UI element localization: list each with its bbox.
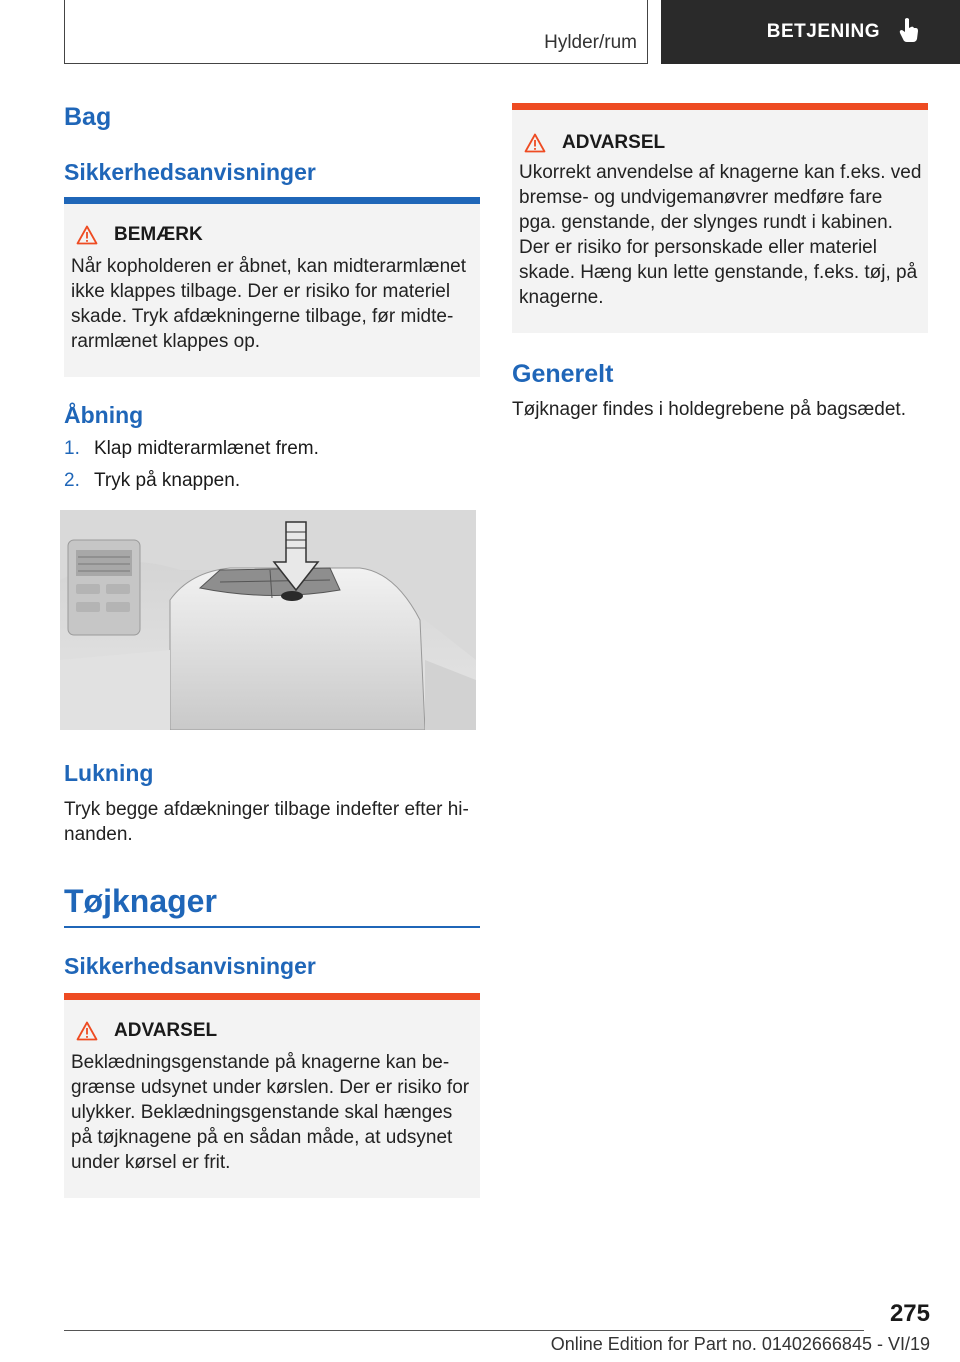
hand-pointer-icon	[898, 17, 920, 48]
chapter-tab	[661, 0, 960, 64]
note-title: BEMÆRK	[114, 224, 203, 245]
header-frame	[64, 0, 648, 64]
note-line: ikke klappes tilbage. Der er risiko for materiel	[71, 281, 451, 302]
warning-title-row	[76, 1020, 480, 1042]
step-text: Klap midterarmlænet frem.	[94, 438, 319, 459]
note-title-row	[76, 224, 480, 246]
warning-triangle-icon	[76, 1021, 98, 1041]
warning-text	[71, 1050, 480, 1175]
warning-triangle-icon	[524, 133, 546, 153]
hooks-heading: Tøjknager	[64, 883, 217, 919]
step-number: 2.	[64, 470, 80, 491]
edition-text: Online Edition for Part no. 01402666845 - VI/19	[550, 1334, 930, 1354]
note-text	[71, 254, 480, 354]
note-line: skade. Tryk afdækningerne tilbage, før midte-	[71, 306, 454, 327]
warning-triangle-icon	[76, 225, 98, 245]
warning-line: knagerne.	[519, 287, 604, 308]
warning-bar	[64, 993, 480, 1000]
warning-bar	[512, 103, 928, 110]
step-item	[64, 470, 480, 502]
warning-line: ulykker. Beklædningsgenstande skal hænges	[71, 1102, 453, 1123]
warning-line: grænse udsynet under kørslen. Der er risiko for	[71, 1077, 470, 1098]
safety-heading-1: Sikkerhedsanvisninger	[64, 159, 316, 185]
safety-heading-2: Sikkerhedsanvisninger	[64, 953, 316, 979]
note-box	[64, 197, 480, 377]
footer-rule	[64, 1330, 864, 1331]
closing-text	[64, 797, 484, 847]
warning-line: Ukorrekt anvendelse af knagerne kan f.eks. ved	[519, 162, 922, 183]
warning-text	[519, 160, 928, 310]
section-title: Hylder/rum	[544, 32, 637, 53]
closing-line: Tryk begge afdækninger tilbage indefter efter hi-	[64, 799, 469, 820]
opening-steps	[64, 438, 480, 502]
warning-line: skade. Hæng kun lette genstande, f.eks. tøj, på	[519, 262, 918, 283]
closing-heading: Lukning	[64, 760, 154, 786]
warning-title-row	[524, 132, 928, 154]
step-text: Tryk på knappen.	[94, 470, 241, 491]
note-bar	[64, 197, 480, 204]
general-heading: Generelt	[512, 360, 614, 388]
closing-line: nanden.	[64, 824, 133, 845]
general-text: Tøjknager findes i holdegrebene på bagsædet.	[512, 399, 906, 420]
opening-heading: Åbning	[64, 402, 144, 428]
chapter-label: BETJENING	[766, 21, 880, 42]
hooks-rule	[64, 926, 480, 928]
warning-box-right	[512, 103, 928, 333]
warning-box-left	[64, 993, 480, 1198]
warning-title: ADVARSEL	[562, 132, 666, 153]
warning-line: på tøjknagene på en sådan måde, at udsynet	[71, 1127, 453, 1148]
step-number: 1.	[64, 438, 80, 459]
page-number: 275	[889, 1300, 930, 1327]
warning-line: bremse- og undvigemanøvrer medføre fare	[519, 187, 883, 208]
warning-line: pga. genstande, der slynges rundt i kabinen.	[519, 212, 893, 233]
step-item	[64, 438, 480, 470]
note-line: rarmlænet klappes op.	[71, 331, 261, 352]
note-line: Når kopholderen er åbnet, kan midterarmlænet	[71, 256, 466, 277]
warning-line: Der er risiko for personskade eller materiel	[519, 237, 877, 258]
warning-title: ADVARSEL	[114, 1020, 218, 1041]
bag-heading: Bag	[64, 103, 112, 131]
warning-line: under kørsel er frit.	[71, 1152, 231, 1173]
armrest-illustration	[60, 510, 476, 730]
warning-line: Beklædningsgenstande på knagerne kan be-	[71, 1052, 450, 1073]
